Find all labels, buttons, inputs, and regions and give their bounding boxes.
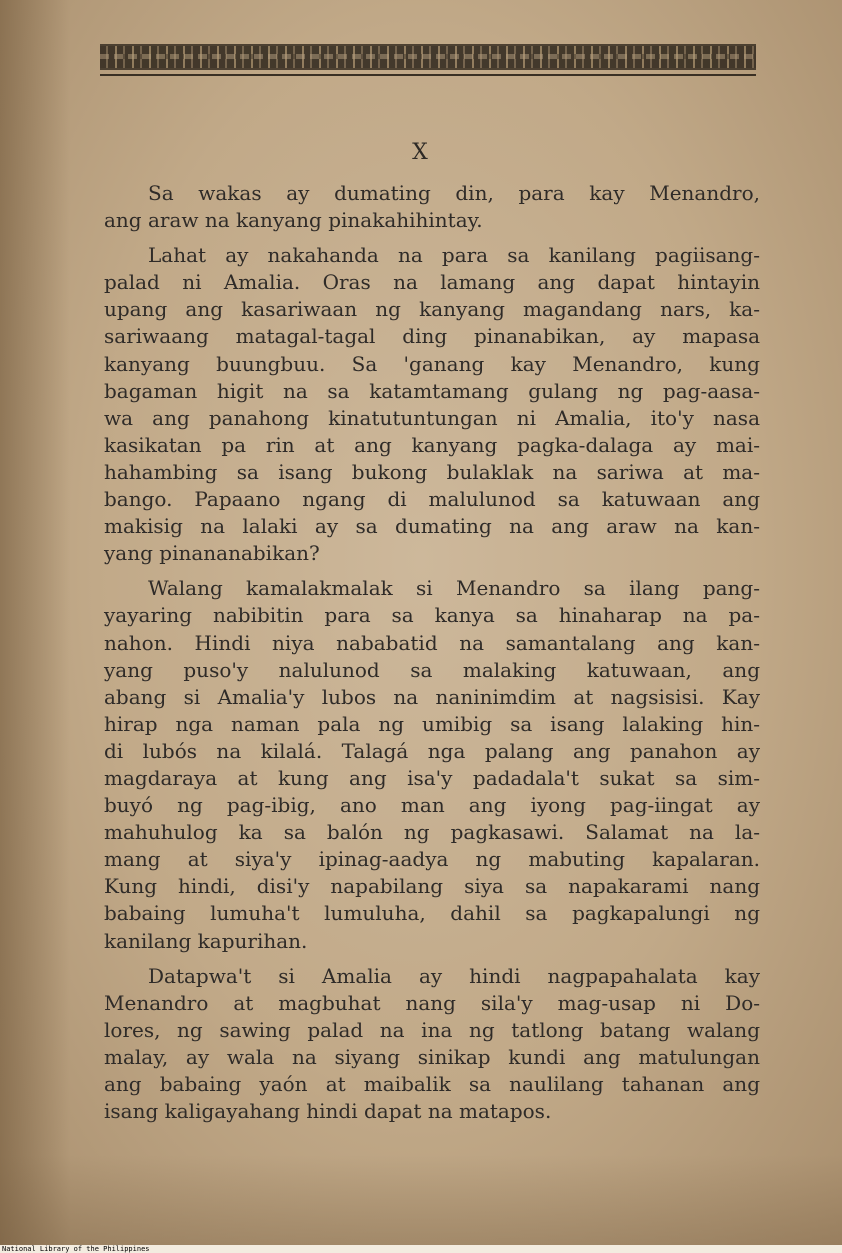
chapter-body: [104, 180, 760, 1133]
paragraph: [104, 963, 760, 1126]
text-line: wa ang panahong kinatutuntungan ni Amalia, ito'y nasa: [104, 405, 760, 430]
text-line: magdaraya at kung ang isa'y padadala't sukat sa sim-: [104, 765, 760, 790]
text-line: di lubós na kilalá. Talagá nga palang ang panahon ay: [104, 738, 760, 763]
text-line: bango. Papaano ngang di malulunod sa katuwaan ang: [104, 487, 760, 512]
text-line: mahuhulog ka sa balón ng pagkasawi. Salamat na la-: [104, 820, 760, 845]
text-line: Walang kamalakmalak si Menandro sa ilang pang-: [148, 576, 760, 601]
paragraph: [104, 242, 760, 567]
text-line: sariwaang matagal-tagal ding pinanabikan, ay mapasa: [104, 324, 760, 349]
text-line: palad ni Amalia. Oras na lamang ang dapat hintayin: [104, 270, 760, 295]
header-rule: [100, 74, 756, 76]
text-line: Lahat ay nakahanda na para sa kanilang pagiisang-: [148, 243, 760, 268]
text-line: Kung hindi, disi'y napabilang siya sa napakarami nang: [104, 874, 760, 899]
text-line: Datapwa't si Amalia ay hindi nagpapahalata kay: [148, 963, 760, 988]
text-line: yang puso'y nalulunod sa malaking katuwaan, ang: [104, 657, 760, 682]
text-line: ang araw na kanyang pinakahihintay.: [104, 208, 483, 233]
text-line: mang at siya'y ipinag-aadya ng mabuting kapalaran.: [104, 847, 760, 872]
text-line: bagaman higit na sa katamtamang gulang ng pag-aasa-: [104, 378, 760, 403]
header-ornament: [100, 44, 756, 70]
paragraph: [104, 575, 760, 954]
page-spine-shadow: [0, 0, 70, 1245]
text-line: lores, ng sawing palad na ina ng tatlong batang walang: [104, 1017, 760, 1042]
text-line: upang ang kasariwaan ng kanyang magandang nars, ka-: [104, 297, 760, 322]
text-line: isang kaligayahang hindi dapat na matapos.: [104, 1099, 552, 1124]
text-line: yayaring nabibitin para sa kanya sa hinaharap na pa-: [104, 603, 760, 628]
text-line: malay, ay wala na siyang sinikap kundi ang matulungan: [104, 1044, 760, 1069]
footer-credit: National Library of the Philippines: [2, 1245, 150, 1253]
chapter-number: X: [412, 140, 430, 165]
text-line: babaing lumuha't lumuluha, dahil sa pagkapalungi ng: [104, 901, 760, 926]
text-line: Menandro at magbuhat nang sila'y mag-usap ni Do-: [104, 990, 760, 1015]
page-bottom-shadow: [0, 1155, 842, 1245]
text-line: buyó ng pag-ibig, ano man ang iyong pag-iingat ay: [104, 793, 760, 818]
text-line: hahambing sa isang bukong bulaklak na sariwa at ma-: [104, 459, 760, 484]
text-line: ang babaing yaón at maibalik sa naulilang tahanan ang: [104, 1072, 760, 1096]
text-line: makisig na lalaki ay sa dumating na ang araw na kan-: [104, 514, 760, 539]
text-line: kasikatan pa rin at ang kanyang pagka-dalaga ay mai-: [104, 432, 760, 457]
text-line: kanilang kapurihan.: [104, 928, 308, 953]
text-line: Sa wakas ay dumating din, para kay Menandro,: [148, 181, 760, 205]
header-ornament-pattern: [100, 54, 756, 59]
text-line: nahon. Hindi niya nababatid na samantalang ang kan-: [104, 630, 760, 655]
text-line: yang pinananabikan?: [104, 541, 320, 566]
paragraph: [104, 180, 760, 234]
text-line: kanyang buungbuu. Sa 'ganang kay Menandro, kung: [104, 351, 760, 376]
text-line: hirap nga naman pala ng umibig sa isang lalaking hin-: [104, 711, 760, 736]
text-line: abang si Amalia'y lubos na naninimdim at nagsisisi. Kay: [104, 684, 760, 709]
